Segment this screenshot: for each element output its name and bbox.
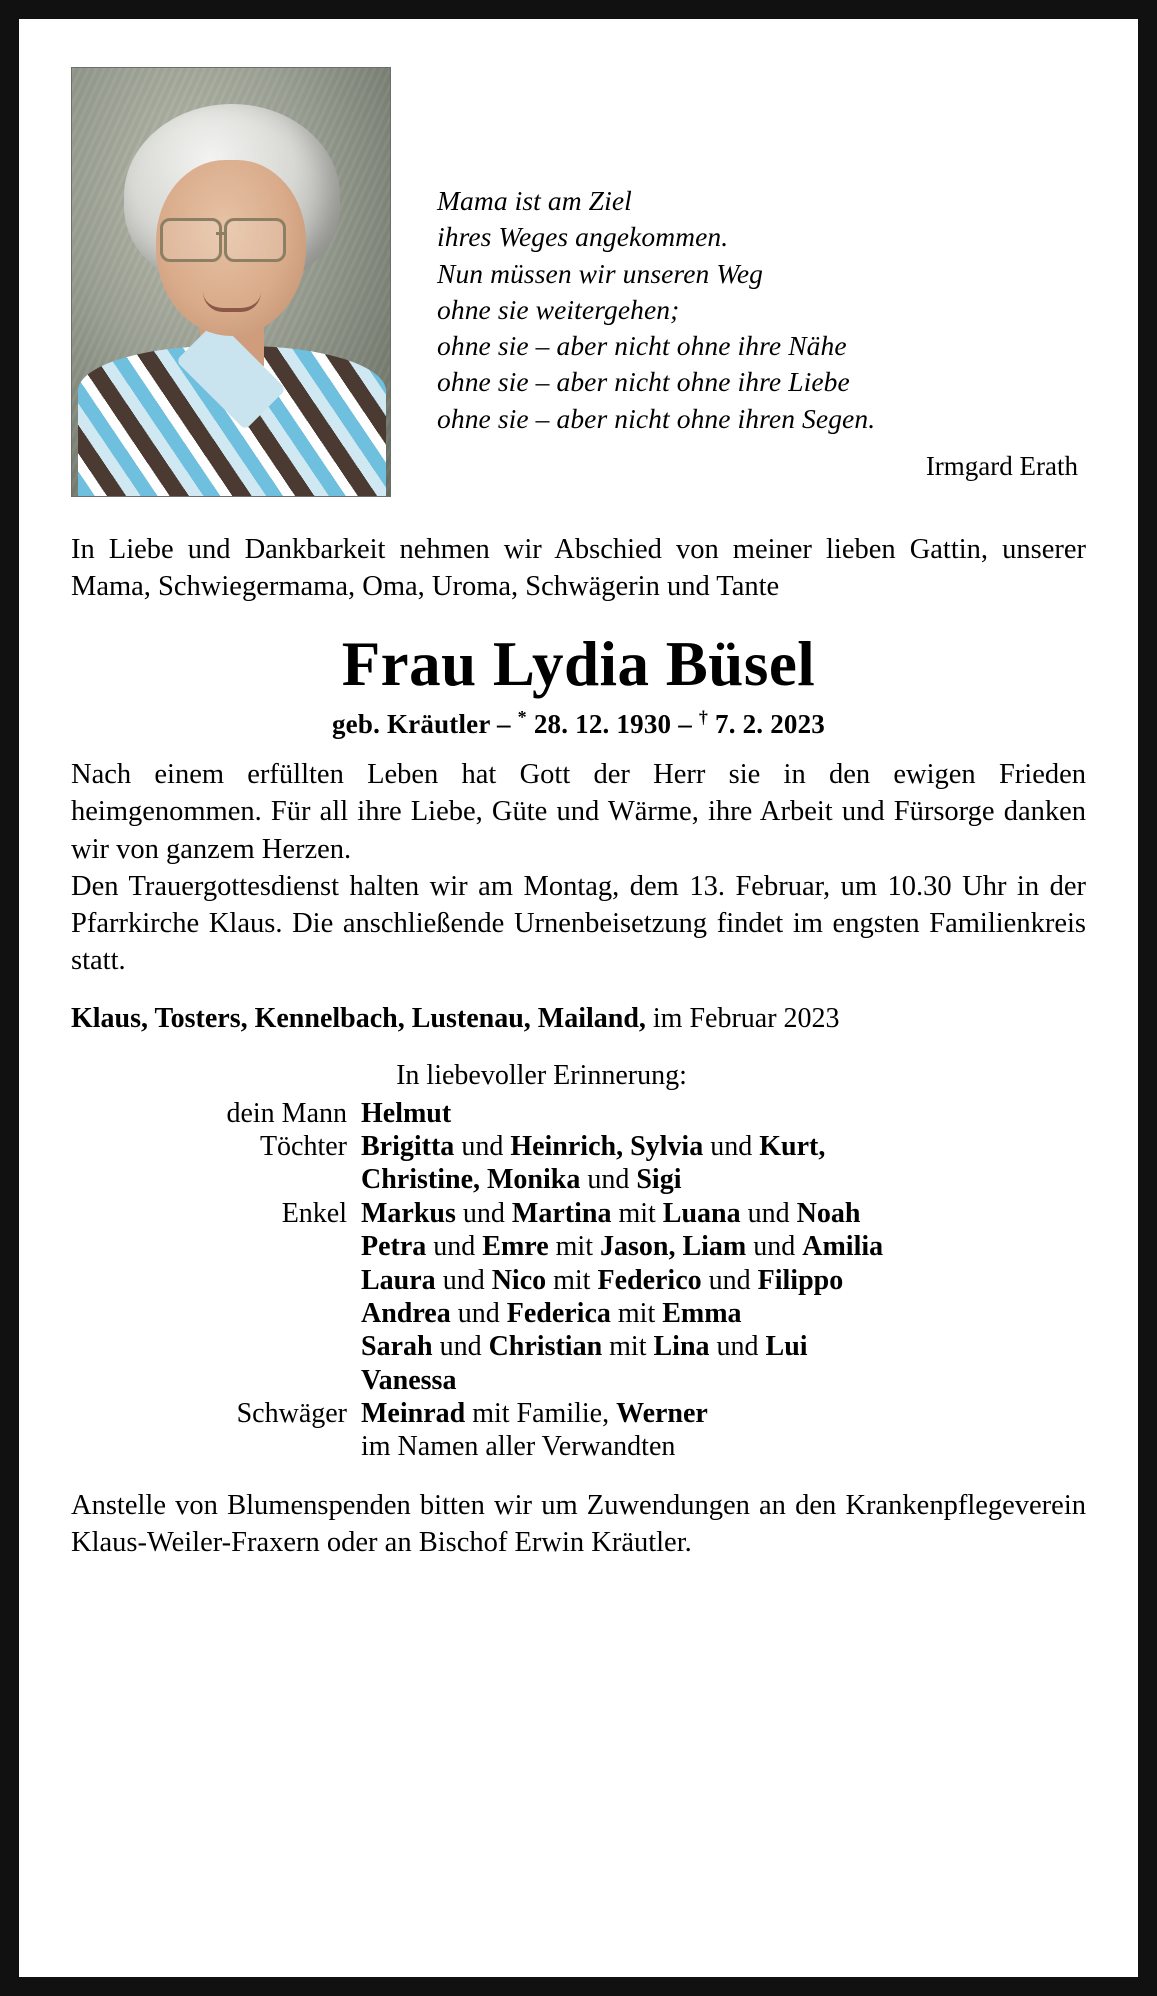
portrait-glasses-bridge [216, 232, 226, 235]
notice-content [19, 19, 1138, 1977]
family-names: Meinrad mit Familie, Werner [361, 1397, 708, 1429]
birth-date: 28. 12. 1930 [533, 709, 672, 740]
family-role-label: dein Mann [226, 1097, 347, 1129]
date-separator: – [678, 709, 692, 740]
donation-request: Anstelle von Blumenspenden bitten wir um Zuwendungen an den Krankenpflegeverein Klaus-Weiler-Fraxern oder an Bischof Erwin Kräutler. [71, 1489, 1086, 1558]
memory-heading: In liebevoller Erinnerung: [396, 1059, 687, 1091]
verse-line-3: Nun müssen wir unseren Weg [437, 257, 763, 289]
maiden-name-label: geb. Kräutler – [331, 709, 511, 740]
verse-author: Irmgard Erath [925, 451, 1078, 482]
family-names: im Namen aller Verwandten [361, 1431, 676, 1463]
places-and-date [71, 1001, 1086, 1037]
family-row [71, 1331, 1086, 1362]
portrait-glasses-left [160, 218, 222, 262]
verse-line-2: ihres Weges angekommen. [437, 221, 729, 253]
family-row [71, 1298, 1086, 1329]
deceased-name: Frau Lydia Büsel [341, 629, 816, 700]
verse-line-7: ohne sie – aber nicht ohne ihren Segen. [437, 402, 876, 434]
notice-month: im Februar 2023 [645, 1003, 840, 1035]
family-row [71, 1164, 1086, 1195]
verse-text [437, 183, 1086, 437]
family-row [71, 1431, 1086, 1462]
verse-line-1: Mama ist am Ziel [437, 185, 632, 216]
mourning-border-frame [16, 16, 1141, 1980]
family-row [71, 1098, 1086, 1129]
verse-line-6: ohne sie – aber nicht ohne ihre Liebe [437, 366, 850, 398]
family-row [71, 1398, 1086, 1429]
body-paragraph-2: Den Trauergottesdienst halten wir am Montag, dem 13. Februar, um 10.30 Uhr in der Pfarrkirche Klaus. Die anschließende Urnenbeisetzung findet im engsten Familienkreis statt. [71, 870, 1086, 977]
verse-line-4: ohne sie weitergehen; [437, 293, 680, 325]
family-row [71, 1365, 1086, 1396]
top-block [71, 67, 1086, 497]
family-names: Markus und Martina mit Luana und Noah [361, 1197, 861, 1229]
memorial-verse [437, 67, 1086, 482]
death-date: 7. 2. 2023 [715, 709, 825, 740]
family-row [71, 1265, 1086, 1296]
family-role-label: Töchter [259, 1131, 347, 1163]
family-row [71, 1231, 1086, 1262]
family-role-label: Enkel [281, 1197, 347, 1229]
family-role-label: Schwäger [236, 1397, 347, 1429]
intro-paragraph: In Liebe und Dankbarkeit nehmen wir Abschied von meiner lieben Gattin, unserer Mama, Schwiegermama, Oma, Uroma, Schwägerin und Tante [71, 534, 1086, 603]
verse-line-5: ohne sie – aber nicht ohne ihre Nähe [437, 330, 847, 362]
portrait-glasses-right [224, 218, 286, 262]
family-names: Christine, Monika und Sigi [361, 1164, 682, 1196]
places-list: Klaus, Tosters, Kennelbach, Lustenau, Mailand, [71, 1003, 646, 1035]
family-row [71, 1198, 1086, 1229]
death-cross-icon: † [698, 707, 709, 728]
life-dates [71, 707, 1086, 740]
family-names: Sarah und Christian mit Lina und Lui [361, 1331, 808, 1363]
family-names: Laura und Nico mit Federico und Filippo [361, 1264, 844, 1296]
family-names: Helmut [361, 1097, 452, 1129]
family-row [71, 1131, 1086, 1162]
body-paragraph-1: Nach einem erfüllten Leben hat Gott der Herr sie in den ewigen Frieden heimgenommen. Für all ihre Liebe, Güte und Wärme, ihre Arbeit und Fürsorge danken wir von ganzem Herzen. [71, 759, 1086, 865]
portrait-photo [71, 67, 391, 497]
family-names: Brigitta und Heinrich, Sylvia und Kurt, [361, 1131, 826, 1163]
body-text [71, 756, 1086, 979]
family-list [71, 1098, 1086, 1463]
family-names: Petra und Emre mit Jason, Liam und Amilia [361, 1231, 884, 1263]
birth-star-icon: * [517, 707, 527, 728]
family-names: Andrea und Federica mit Emma [361, 1297, 742, 1329]
family-names: Vanessa [361, 1364, 457, 1396]
